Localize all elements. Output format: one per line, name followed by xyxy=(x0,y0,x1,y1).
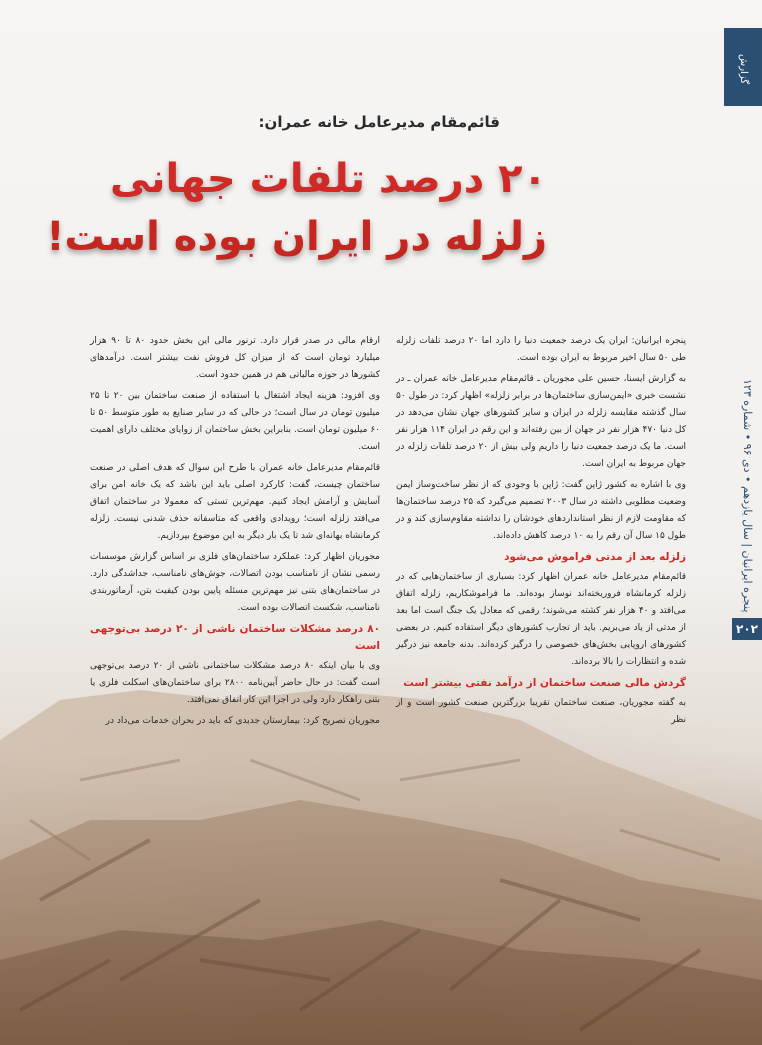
paragraph: به گفته مجوریان، صنعت ساختمان تقریبا بزرگترین صنعت کشور است و از نظر xyxy=(396,698,686,725)
magazine-side-label: پنجره ایرانیان | سال یازدهم • دی ۹۶ • شماره ۱۲۳ xyxy=(741,378,754,612)
paragraph: ارقام مالی در صدر قرار دارد. ترنور مالی این بخش حدود ۸۰ تا ۹۰ هزار میلیارد تومان است که از میزان کل فروش نفت بیشتر است. درآمدهای کشورها در حوزه مالیاتی هم در همین حدود است. xyxy=(90,336,380,380)
paragraph: مجوریان تصریح کرد: بیمارستان جدیدی که باید در بحران خدمات می‌داد در xyxy=(105,716,380,726)
headline xyxy=(46,150,547,266)
paragraph: پنجره ایرانیان: ایران یک درصد جمعیت دنیا را دارد اما ۲۰ درصد تلفات زلزله طی ۵۰ سال اخیر مربوط به ایران بوده است. xyxy=(396,336,686,363)
article-column-left xyxy=(90,333,380,734)
headline-line-1: ۲۰ درصد تلفات جهانی xyxy=(109,156,547,202)
section-tab-label: گزارش xyxy=(738,53,749,85)
subheading: زلزله بعد از مدتی فراموش می‌شود xyxy=(504,551,686,563)
paragraph: مجوریان اظهار کرد: عملکرد ساختمان‌های فلزی بر اساس گزارش موسسات رسمی نشان از نامناسب بودن اتصالات، جوش‌های نامناسب، جداشدگی دارد. در ساختمان‌های بتنی نیز مهم‌ترین مسئله پایین بودن کیفیت بتن، آرماتوربندی نامناسب، شکست اتصالات بوده است. xyxy=(90,552,380,613)
paragraph: وی با اشاره به کشور ژاپن گفت: ژاپن با وجودی که از نظر ساخت‌وساز ایمن وضعیت مطلوبی داشته در سال ۲۰۰۳ تصمیم می‌گیرد که ۲۵ درصد ساختمان‌ها که مقاومت لازم از نظر استانداردهای خودشان را نداشته مقاوم‌سازی کند و در طول ۱۵ سال آن رقم را به ۱۰ درصد کاهش داده‌اند. xyxy=(396,480,686,541)
subheading: ۸۰ درصد مشکلات ساختمان ناشی از ۲۰ درصد بی‌توجهی است xyxy=(90,623,381,652)
page-number: ۲۰۲ xyxy=(732,618,762,640)
headline-line-2: زلزله در ایران بوده است! xyxy=(46,214,547,260)
kicker-line: قائم‌مقام مدیرعامل خانه عمران: xyxy=(258,113,500,131)
article-column-right xyxy=(396,333,686,733)
paragraph: قائم‌مقام مدیرعامل خانه عمران اظهار کرد: بسیاری از ساختمان‌هایی که در زلزله کرمانشاه فروریخته‌اند نوساز بوده‌اند. ما فراموشکاریم، زلزله اتفاق می‌افتد و ۴۰ هزار نفر کشته می‌شوند؛ رقمی که معادل یک جنگ است اما بعد از مدتی از یاد می‌بریم. باید از تجارب کشورهای دیگر استفاده کنیم. در بعضی کشورهای اروپایی بخش‌های خصوصی را درگیر کرده‌اند. بدنه جامعه نیز درگیر شده و انتظارات را بالا برده‌اند. xyxy=(396,572,686,667)
subheading: گردش مالی صنعت ساختمان از درآمد نفتی بیشتر است xyxy=(403,677,686,689)
paragraph: وی افزود: هزینه ایجاد اشتغال با استفاده از صنعت ساختمان بین ۲۰ تا ۲۵ میلیون تومان در سال است؛ در حالی که در سایر صنایع به طور متوسط ۵۰ تا ۶۰ میلیون تومان است. بنابراین بخش ساختمان از زوایای مختلف دارای اهمیت است. xyxy=(90,391,380,452)
paragraph: وی با بیان اینکه ۸۰ درصد مشکلات ساختمانی ناشی از ۲۰ درصد بی‌توجهی است گفت: در حال حاضر آیین‌نامه ۲۸۰۰ برای ساختمان‌های اسکلت فلزی یا بتنی راهکار دارد ولی در اجرا این کار اتفاق نمی‌افتد. xyxy=(90,661,380,705)
paragraph: قائم‌مقام مدیرعامل خانه عمران با طرح این سوال که هدف اصلی در صنعت ساختمان چیست، گفت: کارکرد اصلی باید این باشد که یک خانه امن برای آسایش و آرامش ایجاد کنیم. مهم‌ترین تستی که معمولا در ساختمان اتفاق می‌افتد زلزله است؛ رویدادی واقعی که متاسفانه حذف شدنی نیست. زلزله کرمانشاه بهانه‌ای شد تا یک بار دیگر به این موضوع بپردازیم. xyxy=(90,463,380,541)
paragraph: به گزارش ایسنا، حسین علی مجوریان ـ قائم‌مقام مدیرعامل خانه عمران ـ در نشست خبری «ایمن‌سازی ساختمان‌ها در برابر زلزله» اظهار کرد: در طول ۵۰ سال گذشته مقایسه زلزله در ایران و سایر کشورهای جهان نشان می‌دهد در کل دنیا ۴۷۰ هزار نفر در جهان از بین رفته‌اند و این رقم در ایران ۱۱۴ هزار نفر است. ما یک درصد جمعیت دنیا را داریم ولی بیش از ۲۰ درصد تلفات زلزله در جهان مربوط به ایران است. xyxy=(396,374,687,469)
